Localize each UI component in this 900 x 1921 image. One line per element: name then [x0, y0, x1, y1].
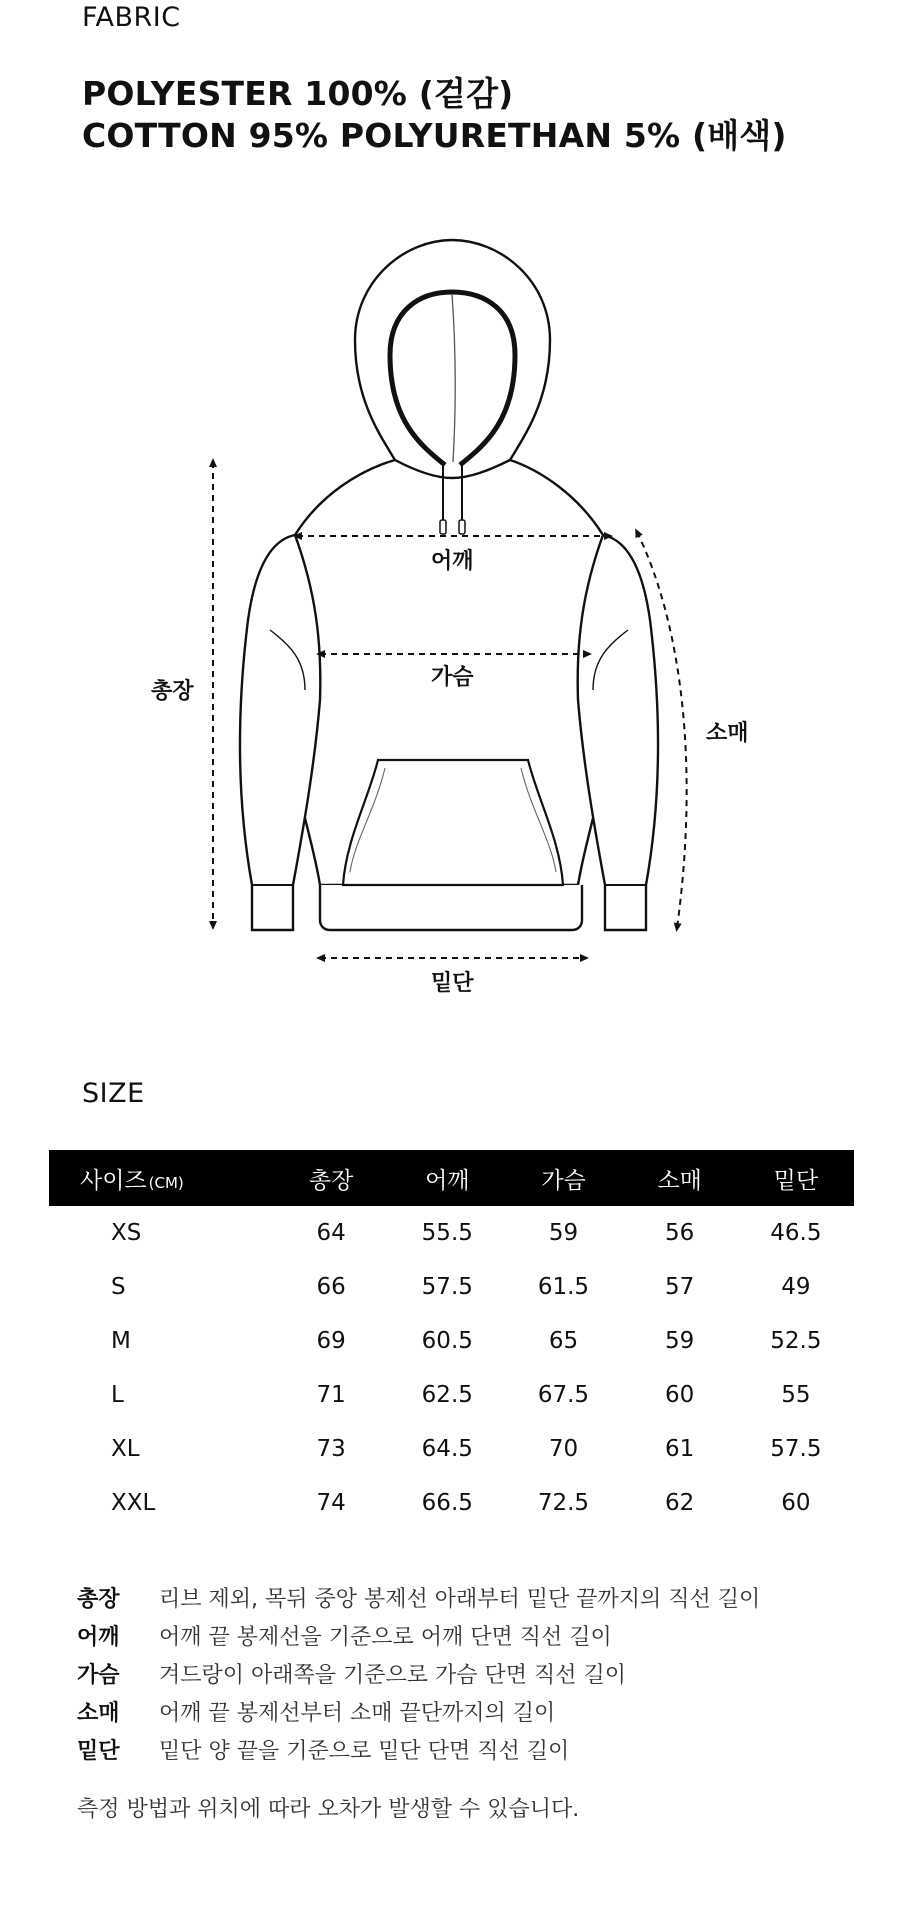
note-row-chest [77, 1654, 760, 1692]
header-hem: 밑단 [773, 1167, 819, 1194]
left-sleeve [240, 535, 320, 930]
hem-rib [320, 885, 582, 930]
chest-cell: 72.5 [537, 1490, 590, 1516]
measurement-notes [77, 1578, 760, 1768]
header-shoulder: 어깨 [425, 1167, 470, 1194]
hem-cell: 46.5 [770, 1220, 822, 1246]
right-sleeve [578, 535, 658, 930]
hem-cell: 52.5 [770, 1328, 822, 1354]
shoulder-cell: 66.5 [421, 1490, 473, 1516]
size-table-header [49, 1150, 854, 1206]
aglet-right [459, 520, 465, 534]
header-size-label: 사이즈 [80, 1167, 147, 1194]
header-sleeve: 소매 [657, 1167, 702, 1194]
aglet-left [440, 520, 446, 534]
hem-cell: 60 [781, 1490, 811, 1516]
size-cell: XL [111, 1436, 140, 1462]
shoulder-cell: 62.5 [421, 1382, 473, 1408]
chest-cell: 70 [548, 1436, 579, 1462]
table-row [49, 1260, 854, 1314]
length-cell: 71 [316, 1382, 346, 1408]
shoulder-cell: 60.5 [421, 1328, 473, 1354]
table-row [49, 1314, 854, 1368]
chest-cell: 65 [548, 1328, 579, 1354]
size-table [49, 1150, 854, 1530]
note-text: 겨드랑이 아래쪽을 기준으로 가슴 단면 직선 길이 [159, 1662, 627, 1688]
sleeve-cell: 59 [665, 1328, 695, 1354]
length-cell: 73 [316, 1436, 346, 1462]
note-key: 밑단 [77, 1738, 120, 1764]
kangaroo-pocket [343, 760, 563, 885]
size-heading: SIZE [82, 1078, 145, 1109]
table-row [49, 1368, 854, 1422]
header-size [49, 1150, 273, 1206]
sleeve-cell: 57 [665, 1274, 695, 1300]
hem-cell: 55 [781, 1382, 811, 1408]
length-cell: 74 [316, 1490, 346, 1516]
label-hem: 밑단 [431, 971, 474, 996]
hem-cell: 57.5 [770, 1436, 822, 1462]
size-cell: L [111, 1382, 124, 1408]
note-row-sleeve [77, 1692, 760, 1730]
chest-cell: 61.5 [537, 1274, 590, 1300]
hoodie-measurement-diagram [0, 200, 900, 1020]
header-length: 총장 [308, 1167, 354, 1194]
label-shoulder: 어깨 [431, 549, 474, 574]
note-text: 밑단 양 끝을 기준으로 밑단 단면 직선 길이 [159, 1738, 570, 1764]
note-row-shoulder [77, 1616, 760, 1654]
shoulder-cell: 64.5 [421, 1436, 473, 1462]
fabric-heading: FABRIC [82, 2, 181, 33]
length-cell: 66 [316, 1274, 346, 1300]
header-chest: 가슴 [541, 1167, 586, 1194]
sleeve-cell: 56 [665, 1220, 695, 1246]
note-text: 리브 제외, 목뒤 중앙 봉제선 아래부터 밑단 끝까지의 직선 길이 [159, 1586, 761, 1612]
table-row [49, 1476, 854, 1530]
sleeve-cell: 62 [665, 1490, 695, 1516]
note-key: 소매 [77, 1700, 120, 1726]
size-cell: S [111, 1274, 126, 1300]
size-cell: XS [111, 1220, 142, 1246]
measurement-disclaimer: 측정 방법과 위치에 따라 오차가 발생할 수 있습니다. [77, 1797, 580, 1822]
shoulder-cell: 57.5 [421, 1274, 473, 1300]
note-row-hem [77, 1730, 760, 1768]
header-unit: (CM) [148, 1173, 184, 1192]
note-row-length [77, 1578, 760, 1616]
table-row [49, 1206, 854, 1260]
label-length: 총장 [151, 679, 194, 704]
length-cell: 64 [316, 1220, 346, 1246]
table-row [49, 1422, 854, 1476]
sleeve-cell: 61 [665, 1436, 695, 1462]
note-key: 총장 [77, 1586, 120, 1612]
chest-cell: 67.5 [537, 1382, 590, 1408]
length-cell: 69 [316, 1328, 346, 1354]
note-key: 가슴 [77, 1662, 120, 1688]
note-text: 어깨 끝 봉제선을 기준으로 어깨 단면 직선 길이 [159, 1624, 612, 1650]
chest-cell: 59 [548, 1220, 579, 1246]
label-sleeve: 소매 [706, 721, 749, 746]
size-cell: XXL [111, 1490, 156, 1516]
fabric-composition-trim: COTTON 95% POLYURETHAN 5% (배색) [82, 116, 787, 155]
shoulder-cell: 55.5 [421, 1220, 473, 1246]
label-chest: 가슴 [431, 665, 474, 690]
fabric-composition-shell: POLYESTER 100% (겉감) [82, 74, 514, 113]
size-cell: M [111, 1328, 131, 1354]
note-text: 어깨 끝 봉제선부터 소매 끝단까지의 길이 [159, 1700, 556, 1726]
sleeve-cell: 60 [665, 1382, 695, 1408]
note-key: 어깨 [77, 1624, 120, 1650]
hem-cell: 49 [781, 1274, 811, 1300]
